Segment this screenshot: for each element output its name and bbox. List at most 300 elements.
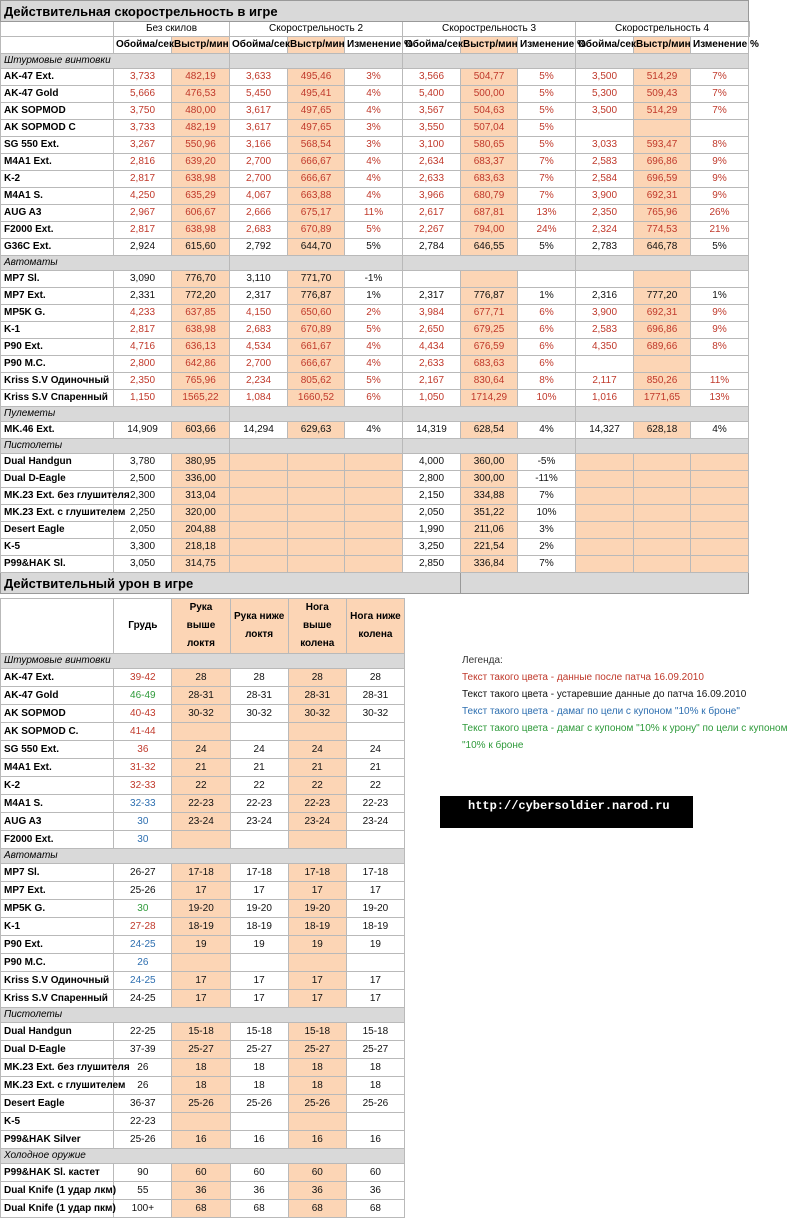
value-cell (288, 1113, 346, 1131)
value-cell (345, 471, 403, 488)
weapon-name: G36C Ext. (1, 239, 114, 256)
section-spacer (230, 256, 403, 271)
value-cell: 9% (691, 171, 749, 188)
weapon-name: P99&HAK Sl. кастет (1, 1164, 114, 1182)
table-row (1, 1041, 405, 1059)
value-cell: 593,47 (634, 137, 691, 154)
weapon-name: F2000 Ext. (1, 831, 114, 849)
value-cell (518, 271, 576, 288)
value-cell (691, 505, 749, 522)
value-cell (691, 454, 749, 471)
weapon-name: Kriss S.V Спаренный (1, 390, 114, 407)
value-cell: 4% (691, 422, 749, 439)
value-cell: 3,033 (576, 137, 634, 154)
group-header: Скорострельность 4 (576, 22, 749, 37)
value-cell: 636,13 (172, 339, 230, 356)
value-cell: 10% (518, 505, 576, 522)
value-cell: 90 (114, 1164, 172, 1182)
table-row (1, 918, 405, 936)
column-header: Грудь (114, 599, 172, 654)
value-cell: 2,331 (114, 288, 172, 305)
value-cell: 26% (691, 205, 749, 222)
value-cell: 4% (518, 422, 576, 439)
weapon-name: MK.23 Ext. без глушителя (1, 488, 114, 505)
value-cell: 25-26 (288, 1095, 346, 1113)
value-cell: 24-25 (114, 990, 172, 1008)
weapon-name: SG 550 Ext. (1, 741, 114, 759)
table-title: Действительная скорострельность в игре (1, 1, 749, 22)
value-cell (403, 271, 461, 288)
weapon-name: M4A1 S. (1, 188, 114, 205)
weapon-name: Desert Eagle (1, 522, 114, 539)
table-row (1, 556, 750, 573)
table-row (1, 154, 750, 171)
value-cell: 30-32 (346, 705, 404, 723)
value-cell: 3,166 (230, 137, 288, 154)
value-cell (634, 556, 691, 573)
value-cell: 17 (288, 990, 346, 1008)
table-row (1, 339, 750, 356)
value-cell: 25-27 (230, 1041, 288, 1059)
table-row (1, 488, 750, 505)
table-row (1, 239, 750, 256)
value-cell: 3,267 (114, 137, 172, 154)
weapon-name: K-1 (1, 918, 114, 936)
value-cell: 2,050 (114, 522, 172, 539)
column-header: Выстр/мин (288, 37, 345, 54)
value-cell (230, 954, 288, 972)
value-cell: 25-26 (172, 1095, 230, 1113)
value-cell (576, 488, 634, 505)
weapon-name: AK SOPMOD C. (1, 723, 114, 741)
value-cell: 2,634 (403, 154, 461, 171)
section-header: Автоматы (1, 849, 405, 864)
value-cell: 9% (691, 188, 749, 205)
table-row (1, 1023, 405, 1041)
value-cell: 628,18 (634, 422, 691, 439)
weapon-name: AUG A3 (1, 205, 114, 222)
value-cell: 663,88 (288, 188, 345, 205)
weapon-name: MK.23 Ext. с глушителем (1, 505, 114, 522)
column-header: Изменение % (691, 37, 749, 54)
value-cell (461, 271, 518, 288)
weapon-name: Kriss S.V Одиночный (1, 972, 114, 990)
value-cell: 22-23 (230, 795, 288, 813)
value-cell: 638,98 (172, 222, 230, 239)
column-header: Выстр/мин (461, 37, 518, 54)
value-cell: 19 (172, 936, 230, 954)
value-cell: 2,317 (403, 288, 461, 305)
table-row (1, 864, 405, 882)
value-cell: 776,87 (461, 288, 518, 305)
table-row (1, 205, 750, 222)
weapon-name: MP7 Sl. (1, 864, 114, 882)
value-cell: 550,96 (172, 137, 230, 154)
value-cell (172, 723, 230, 741)
value-cell: 19-20 (172, 900, 230, 918)
rate-of-fire-table (0, 0, 759, 594)
value-cell: 580,65 (461, 137, 518, 154)
value-cell: 639,20 (172, 154, 230, 171)
value-cell: 2,267 (403, 222, 461, 239)
value-cell: 2,234 (230, 373, 288, 390)
value-cell: 772,20 (172, 288, 230, 305)
value-cell: 2,584 (576, 171, 634, 188)
blank-cell (1, 37, 114, 54)
column-header: Нога выше колена (288, 599, 346, 654)
column-header: Изменение % (345, 37, 403, 54)
value-cell: 22 (288, 777, 346, 795)
value-cell: 28-31 (288, 687, 346, 705)
value-cell: 17-18 (288, 864, 346, 882)
value-cell: 7% (518, 556, 576, 573)
value-cell: 17 (172, 882, 230, 900)
value-cell: 28 (288, 669, 346, 687)
value-cell: 7% (518, 488, 576, 505)
value-cell: 3,617 (230, 120, 288, 137)
column-header: Нога ниже колена (346, 599, 404, 654)
value-cell: 14,294 (230, 422, 288, 439)
value-cell: 1714,29 (461, 390, 518, 407)
table-row (1, 539, 750, 556)
value-cell (230, 723, 288, 741)
value-cell: 21% (691, 222, 749, 239)
value-cell: 22 (346, 777, 404, 795)
value-cell: 17 (346, 882, 404, 900)
value-cell: 5% (518, 69, 576, 86)
value-cell: 514,29 (634, 69, 691, 86)
weapon-name: Desert Eagle (1, 1095, 114, 1113)
value-cell: 696,86 (634, 154, 691, 171)
column-header: Обойма/сек (403, 37, 461, 54)
column-header: Выстр/мин (634, 37, 691, 54)
value-cell (345, 539, 403, 556)
table-row (1, 322, 750, 339)
value-cell: 4,350 (576, 339, 634, 356)
value-cell: 22-23 (172, 795, 230, 813)
value-cell: 497,65 (288, 120, 345, 137)
table-row (1, 271, 750, 288)
value-cell: 30-32 (288, 705, 346, 723)
value-cell (288, 488, 345, 505)
value-cell: 24 (346, 741, 404, 759)
value-cell (346, 954, 404, 972)
value-cell: 22-25 (114, 1023, 172, 1041)
table-row (1, 1077, 405, 1095)
value-cell (346, 831, 404, 849)
value-cell: 805,62 (288, 373, 345, 390)
weapon-name: Dual D-Eagle (1, 471, 114, 488)
value-cell: 794,00 (461, 222, 518, 239)
value-cell: 696,86 (634, 322, 691, 339)
legend-title: Легенда: (462, 655, 503, 666)
value-cell: 25-27 (288, 1041, 346, 1059)
table-row (1, 471, 750, 488)
value-cell: 5,400 (403, 86, 461, 103)
value-cell: 8% (691, 137, 749, 154)
value-cell: 21 (288, 759, 346, 777)
value-cell: 776,70 (172, 271, 230, 288)
value-cell: 476,53 (172, 86, 230, 103)
value-cell: 629,63 (288, 422, 345, 439)
value-cell: 4% (345, 188, 403, 205)
value-cell: 3,300 (114, 539, 172, 556)
value-cell: 68 (172, 1200, 230, 1218)
value-cell (691, 356, 749, 373)
value-cell: 676,59 (461, 339, 518, 356)
value-cell: 7% (518, 171, 576, 188)
value-cell: 336,00 (172, 471, 230, 488)
section-header: Холодное оружие (1, 1149, 405, 1164)
value-cell: 4% (345, 86, 403, 103)
weapon-name: MP7 Sl. (1, 271, 114, 288)
value-cell: 14,319 (403, 422, 461, 439)
value-cell: 774,53 (634, 222, 691, 239)
weapon-name: AK SOPMOD (1, 103, 114, 120)
column-header: Рука ниже локтя (230, 599, 288, 654)
value-cell: 68 (288, 1200, 346, 1218)
value-cell (691, 471, 749, 488)
section-spacer (403, 439, 576, 454)
value-cell (346, 1113, 404, 1131)
value-cell: 19 (288, 936, 346, 954)
value-cell: 2,816 (114, 154, 172, 171)
value-cell: 18 (288, 1059, 346, 1077)
value-cell: 687,81 (461, 205, 518, 222)
value-cell (691, 556, 749, 573)
value-cell: 27-28 (114, 918, 172, 936)
value-cell: 336,84 (461, 556, 518, 573)
table-row (1, 1200, 405, 1218)
value-cell: 4,233 (114, 305, 172, 322)
table-row (1, 373, 750, 390)
value-cell: 19 (230, 936, 288, 954)
value-cell: 25-27 (346, 1041, 404, 1059)
value-cell: 5,666 (114, 86, 172, 103)
value-cell (634, 120, 691, 137)
value-cell: 4,434 (403, 339, 461, 356)
value-cell: 32-33 (114, 777, 172, 795)
weapon-name: P99&HAK Silver (1, 1131, 114, 1149)
column-header: Рука выше локтя (172, 599, 230, 654)
value-cell: 3,110 (230, 271, 288, 288)
value-cell: 3% (518, 522, 576, 539)
value-cell: 31-32 (114, 759, 172, 777)
legend (462, 652, 787, 754)
value-cell: 16 (288, 1131, 346, 1149)
table-row (1, 103, 750, 120)
weapon-name: MP7 Ext. (1, 882, 114, 900)
section-header: Штурмовые винтовки (1, 54, 230, 69)
value-cell: 25-26 (114, 882, 172, 900)
value-cell (288, 723, 346, 741)
value-cell: 3% (345, 69, 403, 86)
value-cell: 17 (230, 990, 288, 1008)
value-cell: 100+ (114, 1200, 172, 1218)
value-cell: 3,550 (403, 120, 461, 137)
value-cell (634, 356, 691, 373)
section-spacer (403, 407, 576, 422)
value-cell (576, 556, 634, 573)
group-header: Без скилов (114, 22, 230, 37)
value-cell: 1% (691, 288, 749, 305)
value-cell: 30-32 (172, 705, 230, 723)
table-row (1, 795, 405, 813)
value-cell: 507,04 (461, 120, 518, 137)
section-header: Пистолеты (1, 1008, 405, 1023)
value-cell: 19-20 (230, 900, 288, 918)
value-cell: 21 (346, 759, 404, 777)
blank-cell (1, 599, 114, 654)
value-cell: 22 (172, 777, 230, 795)
weapon-name: K-5 (1, 539, 114, 556)
value-cell: 2% (518, 539, 576, 556)
value-cell (288, 556, 345, 573)
value-cell: 5% (345, 222, 403, 239)
value-cell: 2,583 (576, 154, 634, 171)
value-cell: 26 (114, 1077, 172, 1095)
value-cell: 2,792 (230, 239, 288, 256)
value-cell: 771,70 (288, 271, 345, 288)
value-cell: 36-37 (114, 1095, 172, 1113)
value-cell: 2,683 (230, 322, 288, 339)
value-cell (634, 271, 691, 288)
value-cell: 17 (172, 990, 230, 1008)
value-cell: 55 (114, 1182, 172, 1200)
value-cell: 211,06 (461, 522, 518, 539)
legend-item: Текст такого цвета - устаревшие данные до патча 16.09.2010 (462, 689, 747, 700)
table-row (1, 120, 750, 137)
value-cell: 17-18 (346, 864, 404, 882)
section-spacer (230, 439, 403, 454)
value-cell: 765,96 (172, 373, 230, 390)
table-row (1, 288, 750, 305)
value-cell: 692,31 (634, 305, 691, 322)
value-cell (288, 471, 345, 488)
value-cell (576, 522, 634, 539)
value-cell: 26 (114, 1059, 172, 1077)
value-cell: 4% (345, 422, 403, 439)
table-row (1, 705, 405, 723)
value-cell: 5% (345, 239, 403, 256)
value-cell: 28 (346, 669, 404, 687)
value-cell: 4,534 (230, 339, 288, 356)
value-cell: 320,00 (172, 505, 230, 522)
value-cell: 2,924 (114, 239, 172, 256)
value-cell: 39-42 (114, 669, 172, 687)
site-url-link[interactable]: http://cybersoldier.narod.ru (440, 796, 693, 828)
table-row (1, 687, 405, 705)
value-cell: 3,090 (114, 271, 172, 288)
value-cell (230, 522, 288, 539)
value-cell: 24 (288, 741, 346, 759)
value-cell: 60 (172, 1164, 230, 1182)
value-cell: 670,89 (288, 222, 345, 239)
weapon-name: MK.23 Ext. без глушителя (1, 1059, 114, 1077)
value-cell: 22 (230, 777, 288, 795)
value-cell: 17 (346, 972, 404, 990)
blank-cell (1, 22, 114, 37)
value-cell: 19 (346, 936, 404, 954)
table-row (1, 759, 405, 777)
value-cell: 7% (691, 86, 749, 103)
value-cell: 3% (345, 120, 403, 137)
value-cell: 24-25 (114, 972, 172, 990)
table-row (1, 669, 405, 687)
weapon-name: Kriss S.V Одиночный (1, 373, 114, 390)
weapon-name: MK.23 Ext. с глушителем (1, 1077, 114, 1095)
group-header: Скорострельность 3 (403, 22, 576, 37)
value-cell: 41-44 (114, 723, 172, 741)
value-cell: 777,20 (634, 288, 691, 305)
group-header: Скорострельность 2 (230, 22, 403, 37)
weapon-name: Dual Handgun (1, 454, 114, 471)
table-row (1, 972, 405, 990)
value-cell: 670,89 (288, 322, 345, 339)
value-cell: 15-18 (172, 1023, 230, 1041)
weapon-name: K-1 (1, 322, 114, 339)
value-cell: 5% (518, 86, 576, 103)
table-row (1, 1164, 405, 1182)
value-cell (576, 471, 634, 488)
weapon-name: P90 Ext. (1, 936, 114, 954)
weapon-name: MP5K G. (1, 900, 114, 918)
value-cell: 23-24 (172, 813, 230, 831)
value-cell: 4,250 (114, 188, 172, 205)
section-spacer (230, 54, 403, 69)
value-cell: 2,317 (230, 288, 288, 305)
value-cell: 4% (345, 103, 403, 120)
value-cell: 5% (691, 239, 749, 256)
section-spacer (576, 407, 749, 422)
value-cell: 17 (172, 972, 230, 990)
value-cell (288, 522, 345, 539)
value-cell: 2,633 (403, 356, 461, 373)
value-cell: 18-19 (230, 918, 288, 936)
value-cell: 8% (518, 373, 576, 390)
value-cell: 2,583 (576, 322, 634, 339)
value-cell: 3,733 (114, 120, 172, 137)
value-cell: 2,700 (230, 171, 288, 188)
section-header: Штурмовые винтовки (1, 654, 405, 669)
value-cell: 18 (230, 1059, 288, 1077)
weapon-name: MP5K G. (1, 305, 114, 322)
value-cell: 3,500 (576, 103, 634, 120)
value-cell: 638,98 (172, 171, 230, 188)
table-row (1, 936, 405, 954)
value-cell: 15-18 (346, 1023, 404, 1041)
value-cell (691, 488, 749, 505)
value-cell: 4% (345, 339, 403, 356)
value-cell: -11% (518, 471, 576, 488)
value-cell: 36 (114, 741, 172, 759)
value-cell: 4,716 (114, 339, 172, 356)
value-cell: 334,88 (461, 488, 518, 505)
value-cell: 30-32 (230, 705, 288, 723)
value-cell: 2,350 (576, 205, 634, 222)
value-cell: 2,167 (403, 373, 461, 390)
value-cell: 13% (518, 205, 576, 222)
value-cell: 2,324 (576, 222, 634, 239)
value-cell: 36 (288, 1182, 346, 1200)
value-cell: 2,817 (114, 222, 172, 239)
value-cell (576, 505, 634, 522)
value-cell (345, 488, 403, 505)
value-cell: 5% (518, 239, 576, 256)
value-cell: 3% (345, 137, 403, 154)
value-cell: 615,60 (172, 239, 230, 256)
value-cell (576, 454, 634, 471)
